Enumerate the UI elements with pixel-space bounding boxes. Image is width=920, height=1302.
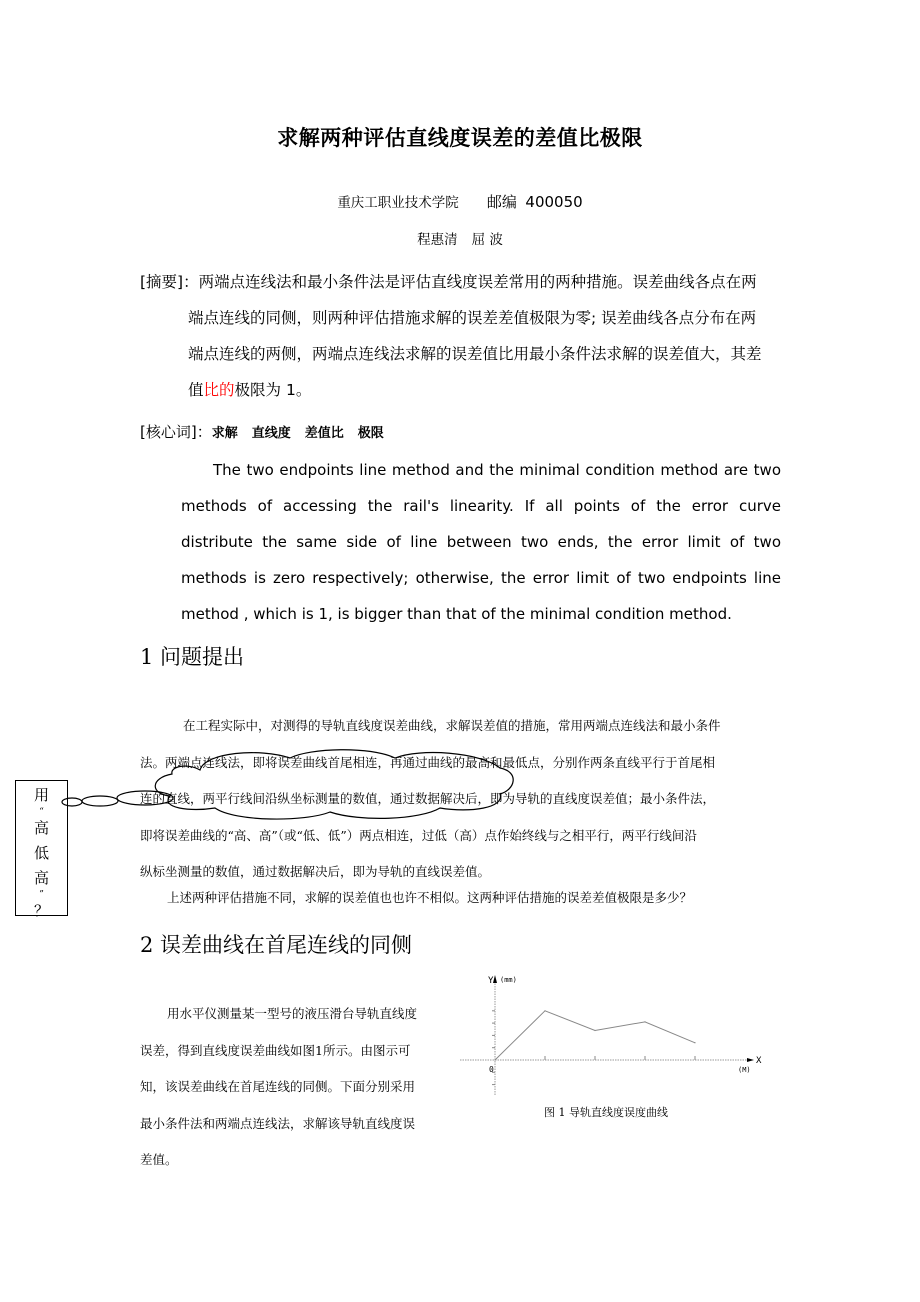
data-point <box>594 1030 595 1031</box>
origin-label: 0 <box>489 1065 494 1074</box>
authors <box>0 228 920 248</box>
annotation-char: 低 <box>33 844 49 862</box>
paragraph-line: 连的直线，两平行线间沿纵坐标测量的数值，通过数据解决后，即为导轨的直线度误差值；最小条件法， <box>140 791 716 806</box>
author: 屈 波 <box>471 232 503 248</box>
paragraph-line: 法。两端点连线法，即将误差曲线首尾相连，再通过曲线的最高和最低点，分别作两条直线平行于首尾相 <box>140 754 716 770</box>
data-point <box>494 1059 495 1060</box>
section-heading-2: 2 误差曲线在首尾连线的同侧 <box>140 933 413 957</box>
postcode-label: 邮编 <box>486 193 517 211</box>
error-curve-chart <box>460 965 770 1095</box>
y-axis-label: Y <box>488 976 494 986</box>
abstract-text: 两端点连线法和最小条件法是评估直线度误差常用的两种措施。误差曲线各点在两 <box>198 273 757 291</box>
callout-bubble-medium <box>82 796 118 806</box>
section2-paragraph <box>140 996 448 1179</box>
annotation-char: 高 <box>33 869 49 887</box>
x-axis-label: X <box>756 1056 762 1066</box>
affiliation <box>0 191 920 212</box>
keyword: 求解 <box>211 426 238 441</box>
annotation-char: 用 <box>33 786 49 804</box>
paragraph-line: 在工程实际中，对测得的导轨直线度误差曲线，求解误差值的措施，常用两端点连线法和最小条件 <box>183 718 721 733</box>
section-heading-1: 1 问题提出 <box>140 645 245 669</box>
abstract-line: 端点连线的同侧，则两种评估措施求解的误差差值极限为零; 误差曲线各点分布在两 <box>188 309 757 327</box>
annotation-box[interactable] <box>15 780 68 920</box>
figure-caption: 图 1 导轨直线度误度曲线 <box>544 1106 668 1119</box>
keyword: 直线度 <box>251 426 291 441</box>
author: 程惠清 <box>417 232 458 248</box>
paragraph-line: 最小条件法和两端点连线法，求解该导轨直线度误 <box>140 1115 416 1131</box>
data-point <box>694 1042 695 1043</box>
abstract-text: 极限为 1。 <box>234 381 312 399</box>
x-axis-unit: (M) <box>738 1066 751 1074</box>
annotation-char: ” <box>39 890 44 900</box>
keywords-label: [核心词]： <box>140 423 212 441</box>
y-axis-arrow-icon <box>493 975 497 983</box>
paragraph-line: 知，该误差曲线在首尾连线的同侧。下面分别采用 <box>140 1079 416 1094</box>
institution: 重庆工职业技术学院 <box>337 195 459 211</box>
abstract-line <box>140 264 785 300</box>
english-abstract-text: The two endpoints line method and the minimal condition method are two methods of accessing the rail's linearity. If all points of the error curve distribute the same side of line between two ends, the error limit of two methods is zero respectively; otherwise, the error limit of two endpoints line method , which is 1, is bigger than that of the minimal condition method. <box>181 461 781 623</box>
postcode: 400050 <box>525 193 583 211</box>
data-point <box>544 1010 545 1011</box>
abstract-line <box>140 372 785 408</box>
abstract-label: [摘要]： <box>140 273 199 291</box>
document-title: 求解两种评估直线度误差的差值比极限 <box>277 126 643 150</box>
paragraph-line: 纵标坐测量的数值，通过数据解决后，即为导轨的直线误差值。 <box>140 864 491 879</box>
keyword: 差值比 <box>304 426 344 441</box>
x-axis-arrow-icon <box>747 1058 754 1062</box>
abstract-line: 端点连线的两侧，两端点连线法求解的误差值比用最小条件法求解的误差值大，其差 <box>188 345 762 363</box>
abstract <box>140 264 785 408</box>
english-abstract <box>181 452 781 632</box>
paragraph-line: 即将误差曲线的“高、高”（或“低、低”）两点相连，过低（高）点作始终线与之相平行，两平行线间沿 <box>140 827 697 843</box>
keywords <box>140 421 398 442</box>
paragraph-line: 差值。 <box>140 1152 178 1167</box>
keyword: 极限 <box>357 426 384 441</box>
highlighted-text: 比的 <box>203 381 235 399</box>
annotation-char: 高 <box>33 819 49 837</box>
y-axis-unit: (mm) <box>500 976 517 984</box>
section1-paragraph <box>140 708 782 891</box>
annotation-char: “ <box>39 807 44 817</box>
section1-question: 上述两种评估措施不同，求解的误差值也也许不相似。这两种评估措施的误差差值极限是多少？ <box>167 890 693 905</box>
error-curve-line <box>495 1011 695 1060</box>
paragraph-line: 误差，得到直线度误差曲线如图1所示。由图示可 <box>140 1042 411 1058</box>
abstract-text: 值 <box>188 381 204 399</box>
annotation-char: ？ <box>33 902 49 920</box>
paragraph-line: 用水平仪测量某一型号的液压滑台导轨直线度 <box>167 1006 418 1021</box>
data-point <box>644 1021 645 1022</box>
